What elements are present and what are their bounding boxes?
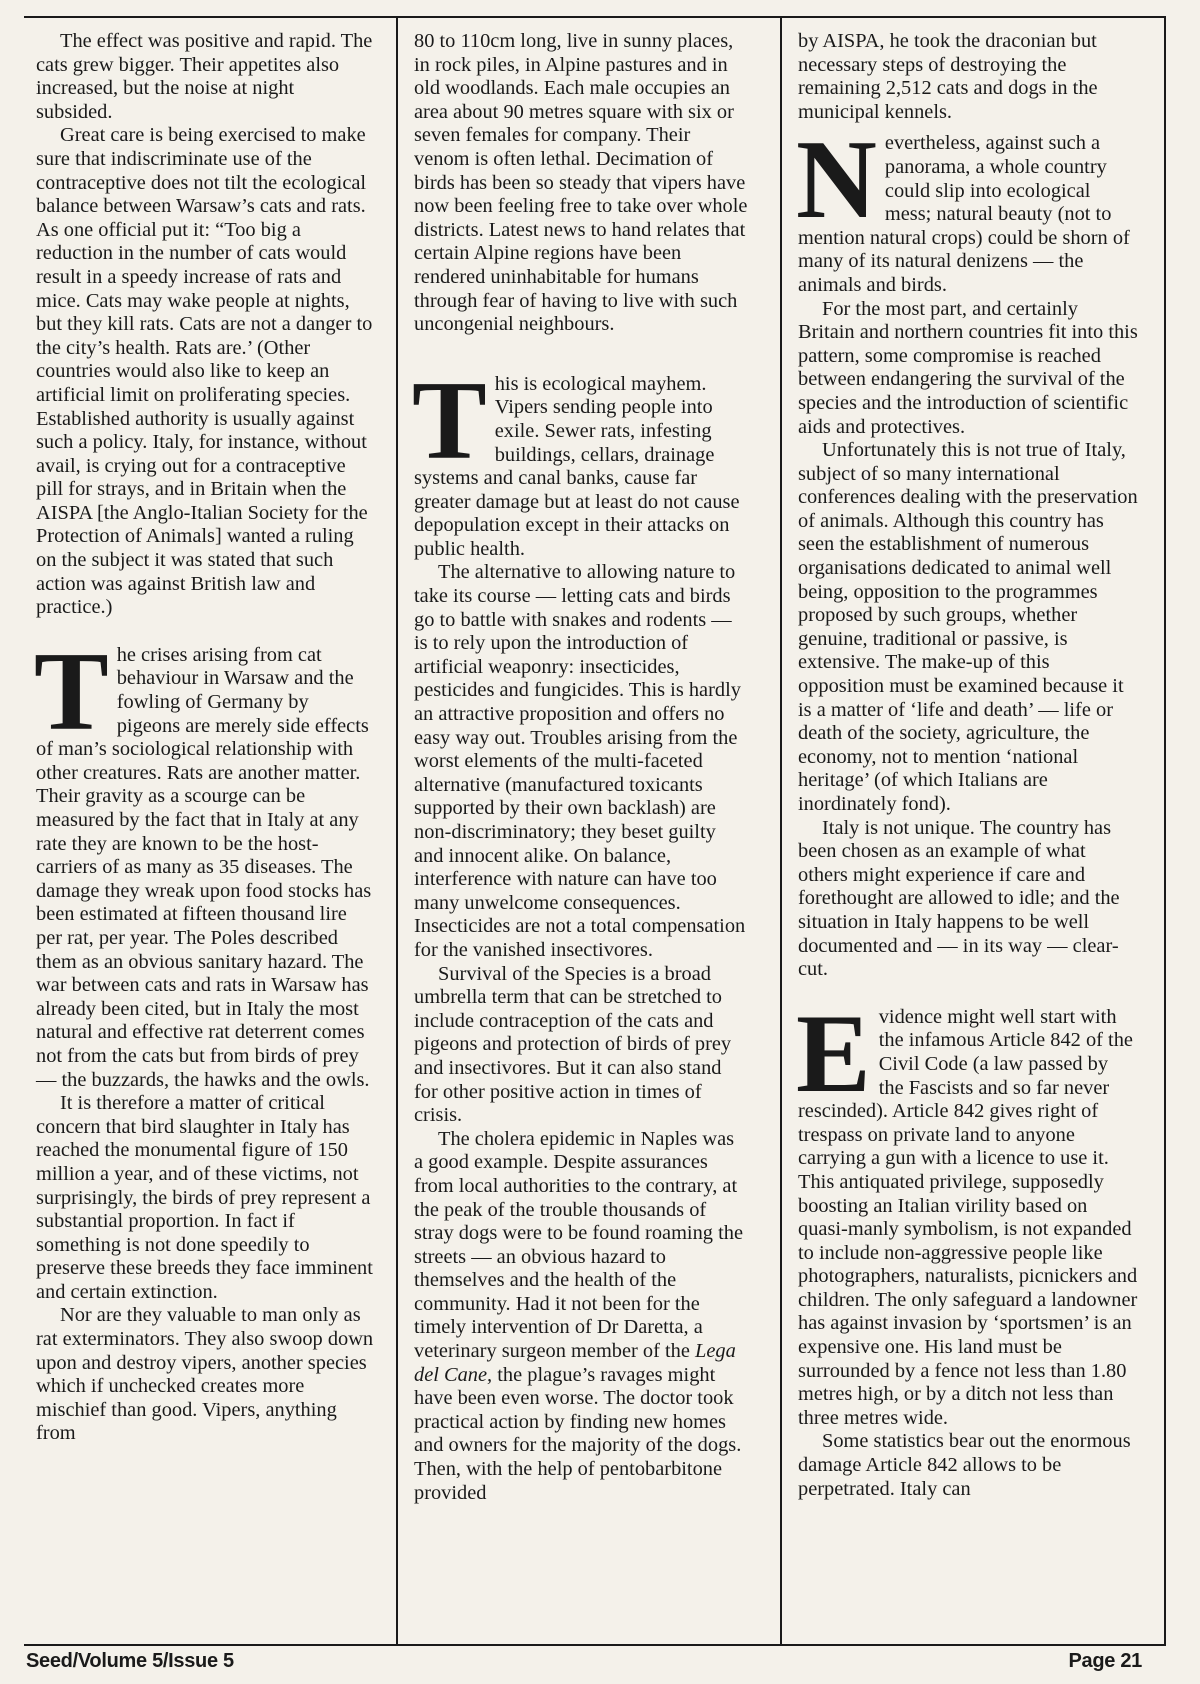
paragraph: Some statistics bear out the enormous damage Article 842 allows to be perpetrated. Italy can: [798, 1430, 1131, 1500]
paragraph-with-dropcap: [412, 358, 748, 562]
article-column-3: [798, 30, 1138, 1501]
article-column-1: [36, 30, 374, 1446]
column-rule-2: [780, 16, 782, 1646]
paragraph: Survival of the Species is a broad umbrella term that can be stretched to include contraception of the cats and pigeons and protection of birds of prey and insectivores. But it can also stand for other positive action in times of crisis.: [414, 962, 732, 1127]
drop-cap: T: [34, 629, 109, 754]
paragraph: Great care is being exercised to make sure that indiscriminate use of the contraceptive does not tilt the ecological balance between Warsaw’s cats and rats. As one official put it: “Too big a reduction in the number of cats would result in a speedy increase of rats and mice. Cats may wake people at nights, but they kill rats. Cats are not a danger to the city’s health. Rats are.’ (Other countries would also like to keep an artificial limit on proliferating species. Established authority is usually against such a policy. Italy, for instance, without avail, is crying out for a contraceptive pill for strays, and in Britain when the AISPA [the Anglo-Italian Society for the Protection of Animals] wanted a ruling on the subject it was stated that such action was against British law and practice.): [36, 124, 373, 619]
paragraph: [414, 1128, 748, 1506]
paragraph: The alternative to allowing nature to take its course — letting cats and birds go to battle with snakes and rodents — is to rely upon the introduction of artificial weaponry: insecticides, pesticides and fungicides. This is hardly an attractive proposition and offers no easy way out. Troubles arising from the worst elements of the multi-faceted alternative (manufactured toxicants supported by their own backlash) are non-discriminatory; they beset guilty and innocent alike. On balance, interference with nature can have too many unwelcome consequences. Insecticides are not a total compensation for the vanished insectivores.: [414, 561, 746, 961]
footer-page-number: Page 21: [1068, 1650, 1142, 1672]
paragraph-text: evertheless, against such a panorama, a whole country could slip into ecological mess; natural beauty (not to mention natural crops) could be shorn of many of its natural denizens — the animals and birds.: [798, 132, 1130, 296]
paragraph: Unfortunately this is not true of Italy, subject of so many international conferences dealing with the preservation of animals. Although this country has seen the establishment of numerous organisations dedicated to animal well being, opposition to the programmes proposed by such groups, whether genuine, traditional or passive, is extensive. The make-up of this opposition must be examined because it is a matter of ‘life and death’ — life or death of the society, agriculture, the economy, not to mention ‘national heritage’ (of which Italians are inordinately fond).: [798, 439, 1138, 815]
drop-cap: E: [796, 991, 871, 1116]
paragraph: 80 to 110cm long, live in sunny places, in rock piles, in Alpine pastures and in old woodlands. Each male occupies an area about 90 metres square with six or seven females for company. Their venom is often lethal. Decimation of birds has been so steady that vipers have now been feeling free to take over whole districts. Latest news to hand relates that certain Alpine regions have been rendered uninhabitable for humans through fear of having to live with such uncongenial neighbours.: [414, 30, 748, 336]
paragraph: by AISPA, he took the draconian but necessary steps of destroying the remaining 2,512 cats and dogs in the municipal kennels.: [798, 30, 1098, 123]
article-column-2: [414, 30, 748, 1505]
footer-publication: Seed/Volume 5/Issue 5: [26, 1650, 234, 1672]
italic-term: Lega del Cane,: [414, 1340, 736, 1386]
paragraph-with-dropcap: [796, 118, 1138, 297]
drop-cap: T: [412, 358, 487, 483]
paragraph-text: his is ecological mayhem. Vipers sending people into exile. Sewer rats, infesting buildings, cellars, drainage systems and canal banks, cause far greater damage but at least do not cause depopulation except in their attacks on public health.: [414, 372, 740, 560]
paragraph-text-after: the plague’s ravages might have been even worse. The doctor took practical action by finding new homes and owners for the majority of the dogs. Then, with the help of pentobarbitone provided: [414, 1363, 742, 1504]
paragraph: The effect was positive and rapid. The cats grew bigger. Their appetites also increased, but the noise at night subsided.: [36, 30, 373, 123]
column-rule-1: [396, 16, 398, 1646]
paragraph: It is therefore a matter of critical concern that bird slaughter in Italy has reached the monumental figure of 150 million a year, and of these victims, not surprisingly, the birds of prey represent a substantial proportion. In fact if something is not done speedily to preserve these breeds they face imminent and certain extinction.: [36, 1092, 373, 1303]
paragraph: Italy is not unique. The country has been chosen as an example of what others might experience if care and forethought are allowed to idle; and the situation in Italy happens to be well documented and — in its way — clear-cut.: [798, 816, 1120, 981]
paragraph: Nor are they valuable to man only as rat exterminators. They also swoop down upon and destroy vipers, another species which if unchecked creates more mischief than good. Vipers, anything from: [36, 1304, 374, 1445]
paragraph-with-dropcap: [796, 991, 1138, 1431]
paragraph-text: vidence might well start with the infamous Article 842 of the Civil Code (a law passed by the Fascists and so far never rescinded). Article 842 gives right of trespass on private land to anyone carrying a gun with a licence to use it. This antiquated privilege, supposedly boosting an Italian virility based on quasi-manly symbolism, is not expanded to include non-aggressive people like photographers, naturalists, picnickers and children. The only safeguard a landowner has against invasion by ‘sportsmen’ is an expensive one. His land must be surrounded by a fence not less than 1.80 metres high, or by a ditch not less than three metres wide.: [798, 1005, 1138, 1429]
paragraph: For the most part, and certainly Britain and northern countries fit into this pattern, some compromise is reached between endangering the survival of the species and the introduction of scientific aids and protectives.: [798, 297, 1138, 438]
paragraph-text: he crises arising from cat behaviour in Warsaw and the fowling of Germany by pigeons are merely side effects of man’s sociological relationship with other creatures. Rats are another matter. Their gravity as a scourge can be measured by the fact that in Italy at any rate they are known to be the host-carriers of as many as 35 diseases. The damage they wreak upon food stocks has been estimated at fifteen thousand lire per rat, per year. The Poles described them as an obvious sanitary hazard. The war between cats and rats in Warsaw has already been cited, but in Italy the most natural and effective rat deterrent comes not from the cats but from birds of prey — the buzzards, the hawks and the owls.: [36, 643, 372, 1091]
drop-cap: N: [796, 118, 877, 243]
paragraph-with-dropcap: [34, 629, 374, 1092]
paragraph-text: The cholera epidemic in Naples was a good example. Despite assurances from local authorities to the contrary, at the peak of the trouble thousands of stray dogs were to be found roaming the streets — an obvious hazard to themselves and the health of the community. Had it not been for the timely intervention of Dr Daretta, a veterinary surgeon member of the: [414, 1127, 743, 1363]
